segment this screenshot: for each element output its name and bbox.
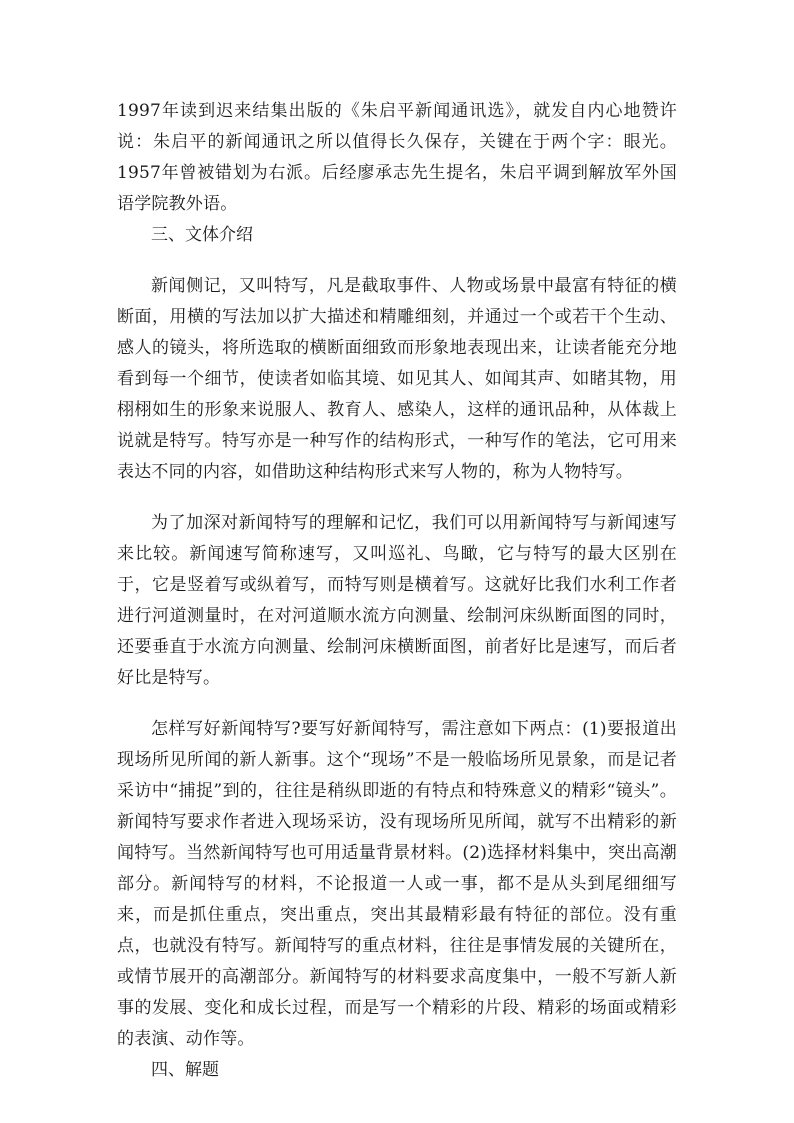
paragraph-genre-definition: 新闻侧记，又叫特写，凡是截取事件、人物或场景中最富有特征的横断面，用横的写法加以扩大描述和精雕细刻，并通过一个或若干个生动、感人的镜头，将所选取的横断面细致而形象地表现出来，让读者能充分地看到每一个细节，使读者如临其境、如见其人、如闻其声、如睹其物，用栩栩如生的形象来说服人、教育人、感染人，这样的通讯品种，从体裁上说就是特写。特写亦是一种写作的结构形式，一种写作的笔法，它可用来表达不同的内容，如借助这种结构形式来写人物的，称为人物特写。: [117, 276, 677, 482]
paragraph-comparison: 为了加深对新闻特写的理解和记忆，我们可以用新闻特写与新闻速写来比较。新闻速写简称速写，又叫巡礼、鸟瞰，它与特写的最大区别在于，它是竖着写或纵着写，而特写则是横着写。这就好比我们水利工作者进行河道测量时，在对河道顺水流方向测量、绘制河床纵断面图的同时，还要垂直于水流方向测量、绘制河床横断面图，前者好比是速写，而后者好比是特写。: [117, 513, 677, 688]
section-heading-explanation: 四、解题: [151, 1060, 219, 1080]
paragraph-how-to-write: 怎样写好新闻特写?要写好新闻特写，需注意如下两点：(1)要报道出现场所见所闻的新人新事。这个“现场”不是一般临场所见景象，而是记者采访中“捕捉”到的，往往是稍纵即逝的有特点和特殊意义的精彩“镜头”。新闻特写要求作者进入现场采访，没有现场所见所闻，就写不出精彩的新闻特写。当然新闻特写也可用适量背景材料。(2)选择材料集中，突出高潮部分。新闻特写的材料，不论报道一人或一事，都不是从头到尾细细写来，而是抓住重点，突出重点，突出其最精彩最有特征的部位。没有重点，也就没有特写。新闻特写的重点材料，往往是事情发展的关键所在，或情节展开的高潮部分。新闻特写的材料要求高度集中，一般不写新人新事的发展、变化和成长过程，而是写一个精彩的片段、精彩的场面或精彩的表演、动作等。: [117, 719, 677, 1049]
paragraph-intro-continued: 1997年读到迟来结集出版的《朱启平新闻通讯选》，就发自内心地赞许说：朱启平的新闻通讯之所以值得长久保存，关键在于两个字：眼光。1957年曾被错划为右派。后经廖承志先生提名，朱启平调到解放军外国语学院教外语。: [117, 101, 677, 214]
section-heading-genre: 三、文体介绍: [151, 225, 253, 245]
document-page: [117, 96, 677, 1086]
